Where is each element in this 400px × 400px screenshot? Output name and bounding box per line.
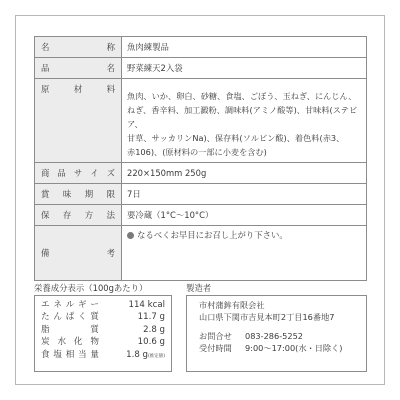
spec-row-size — [35, 163, 367, 184]
spec-value-name: 魚肉練製品 — [122, 37, 367, 58]
nutrition-title: 栄養成分表示（100gあたり） — [34, 283, 148, 293]
bullet-dot-icon — [127, 232, 134, 239]
spec-row-product — [35, 58, 367, 79]
spec-label-size: 商 品 サ イ ズ — [35, 163, 122, 184]
nutrition-facts-box — [34, 295, 172, 372]
spec-label-product: 品 名 — [35, 58, 122, 79]
company-address: 山口県下関市吉見本町2丁目16番地7 — [199, 311, 335, 322]
spec-label-storage: 保 存 方 法 — [35, 205, 122, 226]
contact-phone: 083-286-5252 — [245, 331, 304, 341]
remarks-text: なるべくお早目にお召し上がり下さい。 — [137, 230, 288, 240]
product-spec-table — [34, 36, 367, 281]
spec-row-remarks — [35, 226, 367, 281]
nutrition-row-protein: た ん ぱ く 質 11.7 g — [41, 312, 165, 323]
nutrition-row-energy: エ ネ ル ギ ー 114 kcal — [41, 300, 165, 310]
nutrition-row-salt: 食 塩 相 当 量 1.8 g(推定値) — [41, 349, 165, 360]
spec-row-expiry — [35, 184, 367, 205]
spec-label-expiry: 賞 味 期 限 — [35, 184, 122, 205]
spec-value-storage: 要冷蔵（1°C〜10°C） — [122, 205, 367, 226]
spec-label-name: 名 称 — [35, 37, 122, 58]
estimate-note: (推定値) — [147, 353, 165, 359]
spec-value-expiry: 7日 — [122, 184, 367, 205]
company-name: 市村蒲鉾有限会社 — [199, 300, 265, 310]
nutrition-row-fat: 脂 質 2.8 g — [41, 324, 165, 335]
spec-value-remarks — [122, 226, 367, 281]
spec-value-size: 220×150mm 250g — [122, 163, 367, 184]
manufacturer-title: 製造者 — [186, 283, 212, 293]
spec-row-name — [35, 37, 367, 58]
spec-label-ingredients: 原 材 料 — [35, 79, 122, 163]
contact-hours: 9:00〜17:00(水・日除く) — [245, 342, 343, 353]
nutrition-row-carbohydrate: 炭 水 化 物 10.6 g — [41, 337, 165, 348]
contact-hours-row: 受付時間 9:00〜17:00(水・日除く) — [199, 342, 343, 353]
contact-phone-row: お問合せ 083-286-5252 — [199, 331, 304, 341]
spec-label-remarks: 備 考 — [35, 226, 122, 281]
spec-value-product: 野菜練天2入袋 — [122, 58, 367, 79]
spec-row-storage — [35, 205, 367, 226]
spec-value-ingredients: 魚肉、いか、卵白、砂糖、食塩、ごぼう、玉ねぎ、にんじん、 ねぎ、香辛料、加工澱粉、調味料(アミノ酸等)、甘味料(ステビア、 甘草、サッカリンNa)、保存料(ソルビン酸)、着色料(赤3、 赤106)、(原材料の一部に小麦を含む) — [122, 79, 367, 163]
spec-row-ingredients — [35, 79, 367, 163]
manufacturer-box — [186, 295, 367, 372]
